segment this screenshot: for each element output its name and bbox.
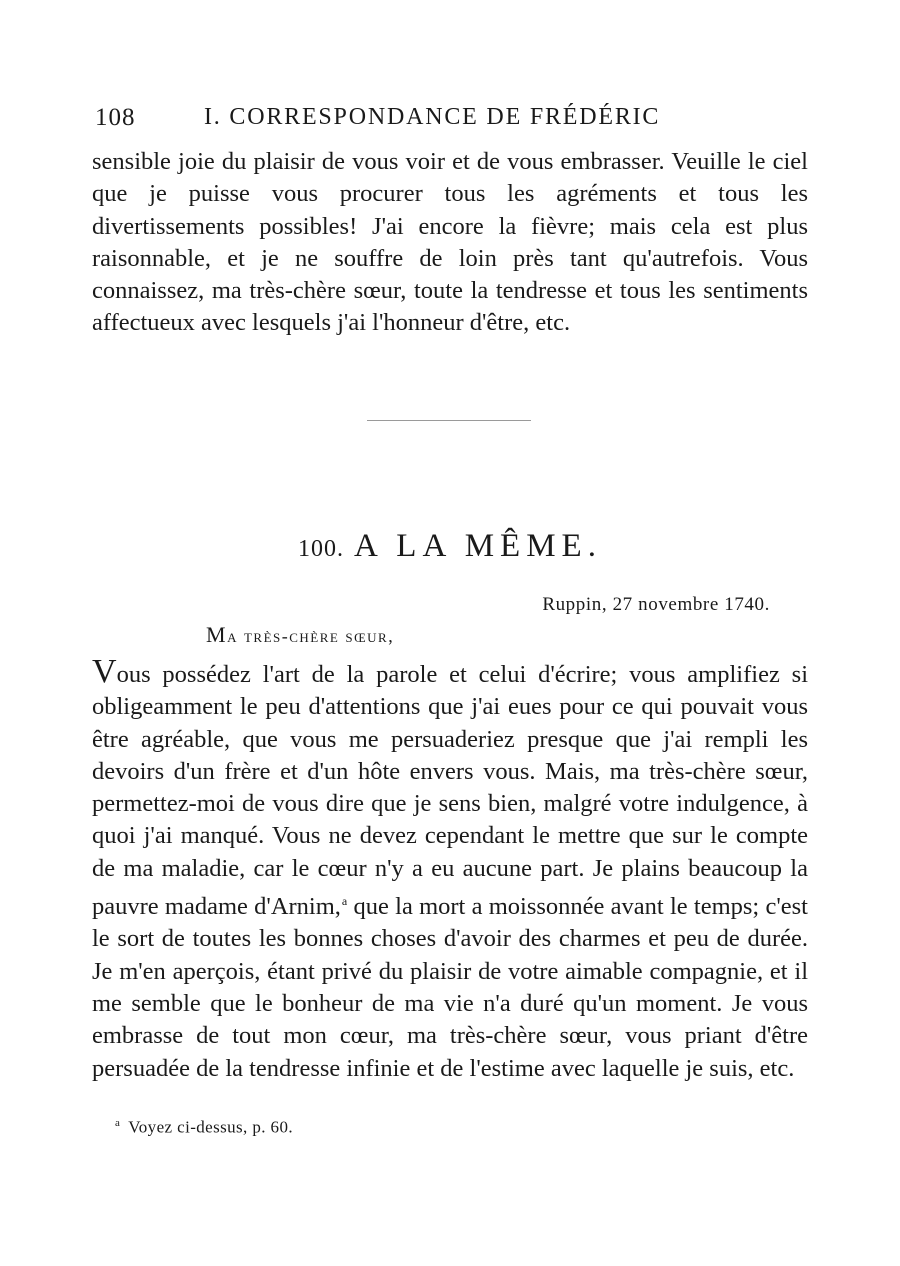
footnote-text: Voyez ci-dessus, p. 60. (128, 1117, 293, 1137)
letter-number: 100. (298, 536, 345, 562)
section-divider (367, 420, 531, 421)
letter-body-part-1: ous possédez l'art de la parole et celui d'écrire; vous amplifiez si obligeamment le peu d'attentions que j'ai eues pour ce qui pouvait vous être agréable, que vous me persuaderiez presque que j'ai rempli les devoirs d'un frère et d'un hôte envers vous. Mais, ma très-chère sœur, permettez-moi de vous dire que je sens bien, malgré votre indulgence, à quoi j'ai manqué. Vous ne devez cependant le mettre que sur le compte de ma maladie, car le cœur n'y a eu aucune part. Je plains beaucoup la pauvre madame d'Arnim, (92, 661, 808, 921)
footnote-reference: a (341, 894, 348, 909)
letter-heading (0, 528, 900, 565)
letter-body-part-2: que la mort a moissonnée avant le temps; c'est le sort de toutes les bonnes choses d'avoir des charmes et peu de durée. Je m'en aperçois, étant privé du plaisir de votre aimable compagnie, et il me semble que le bonheur de ma vie n'a duré qu'un moment. Je vous embrasse de tout mon cœur, ma très-chère sœur, vous priant d'être persuadée de la tendresse infinie et de l'estime avec laquelle je suis, etc. (92, 893, 808, 1082)
letter-salutation: Ma très-chère sœur, (206, 622, 395, 647)
footnote (115, 1117, 293, 1138)
drop-cap: V (92, 653, 117, 690)
running-title: I. CORRESPONDANCE DE FRÉDÉRIC (204, 104, 661, 130)
letter-body (92, 653, 808, 1085)
footnote-mark: a (115, 1117, 121, 1129)
letter-title: A LA MÊME. (354, 528, 602, 564)
continued-paragraph: sensible joie du plaisir de vous voir et de vous embrasser. Veuille le ciel que je puisse vous procurer tous les agréments et tous les divertissements possibles! J'ai encore la fièvre; mais cela est plus raisonnable, et je ne souffre de loin près tant qu'autrefois. Vous connaissez, ma très-chère sœur, toute la tendresse et tous les sentiments affectueux avec lesquels j'ai l'honneur d'être, etc. (92, 148, 808, 337)
page-number: 108 (95, 104, 136, 131)
letter-dateline: Ruppin, 27 novembre 1740. (542, 594, 770, 615)
